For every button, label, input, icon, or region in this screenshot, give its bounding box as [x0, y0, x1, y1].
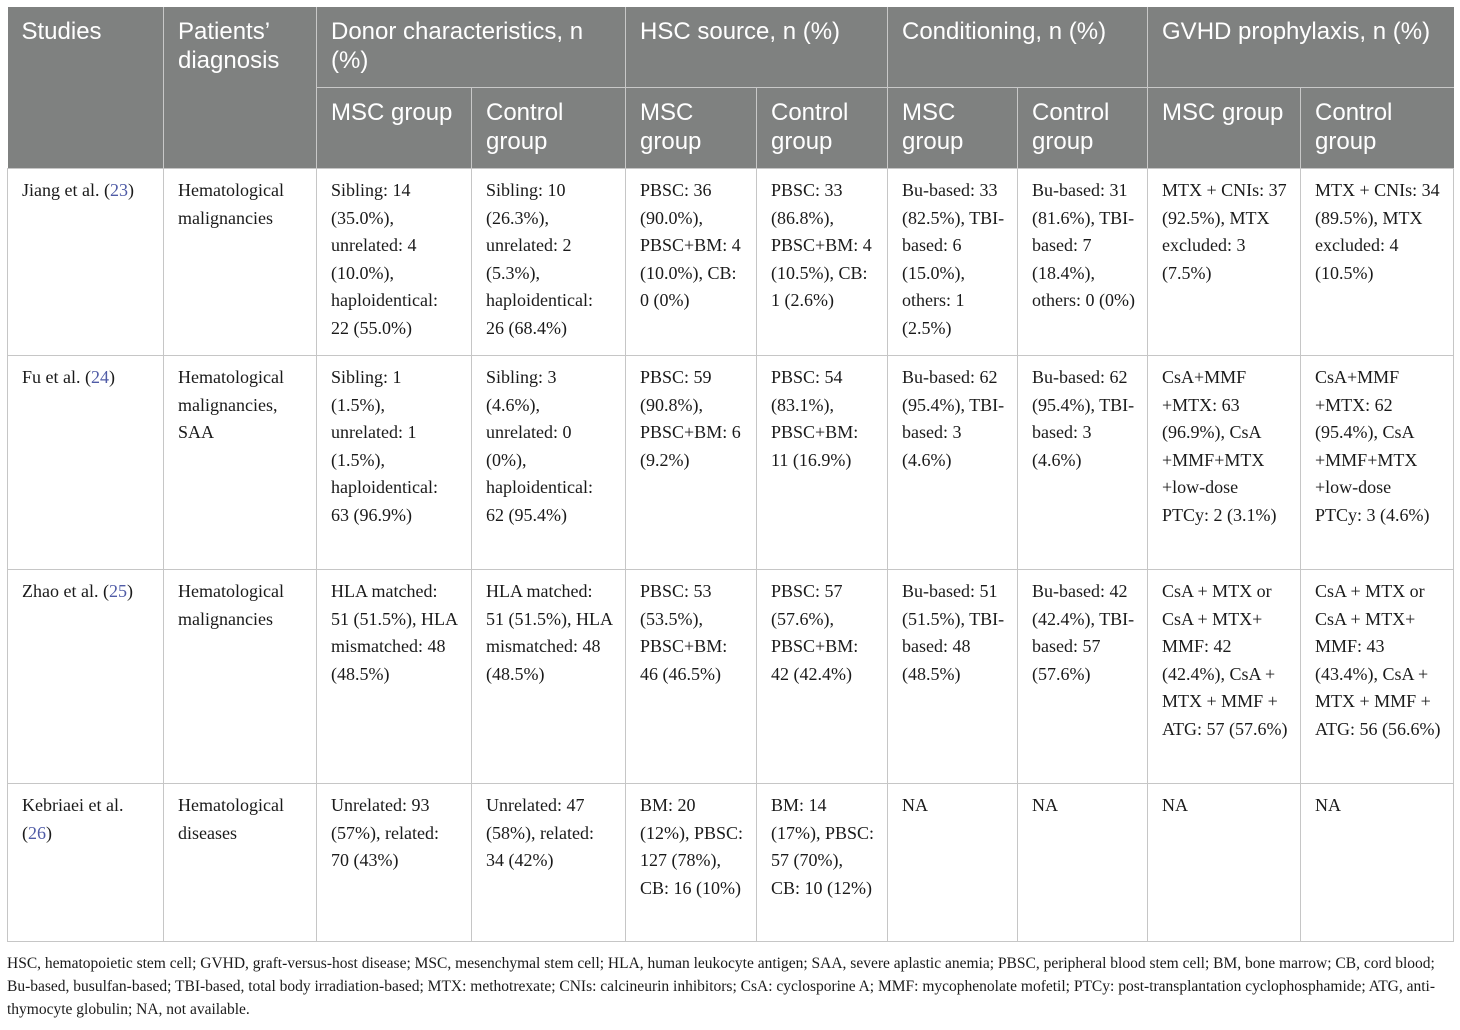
- cell-cond-control: Bu-based: 62 (95.4%), TBI-based: 3 (4.6%): [1018, 356, 1148, 570]
- cell-donor-control: HLA matched: 51 (51.5%), HLA mismatched: 48 (48.5%): [472, 570, 626, 784]
- cell-cond-msc: Bu-based: 51 (51.5%), TBI-based: 48 (48.5%): [888, 570, 1018, 784]
- header-cond-control: Control group: [1018, 88, 1148, 169]
- cell-study: Jiang et al. (23): [8, 169, 164, 356]
- header-row-top: [8, 7, 1454, 88]
- table-footnote: HSC, hematopoietic stem cell; GVHD, graft-versus-host disease; MSC, mesenchymal stem cell; HLA, human leukocyte antigen; SAA, severe aplastic anemia; PBSC, peripheral blood stem cell; BM, bone marrow; CB, cord blood; Bu-based, busulfan-based; TBI-based, total body irradiation-based; MTX: methotrexate; CNIs: calcineurin inhibitors; CsA: cyclosporine A; MMF: mycophenolate mofetil; PTCy: post-transplantation cyclophosphamide; ATG, anti-thymocyte globulin; NA, not available.: [7, 955, 1436, 1018]
- cell-donor-msc: Sibling: 1 (1.5%), unrelated: 1 (1.5%), haploidentical: 63 (96.9%): [317, 356, 472, 570]
- cell-diagnosis: Hematological malignancies: [164, 169, 317, 356]
- cell-gvhd-control: CsA + MTX or CsA + MTX+ MMF: 43 (43.4%), CsA + MTX + MMF + ATG: 56 (56.6%): [1301, 570, 1454, 784]
- cell-gvhd-control: MTX + CNIs: 34 (89.5%), MTX excluded: 4 (10.5%): [1301, 169, 1454, 356]
- cell-study: Zhao et al. (25): [8, 570, 164, 784]
- cell-cond-msc: Bu-based: 33 (82.5%), TBI-based: 6 (15.0%), others: 1 (2.5%): [888, 169, 1018, 356]
- cell-cond-msc: Bu-based: 62 (95.4%), TBI-based: 3 (4.6%): [888, 356, 1018, 570]
- cell-cond-control: Bu-based: 42 (42.4%), TBI-based: 57 (57.6%): [1018, 570, 1148, 784]
- table-container: [7, 7, 1453, 1021]
- cell-cond-control: Bu-based: 31 (81.6%), TBI-based: 7 (18.4%), others: 0 (0%): [1018, 169, 1148, 356]
- cell-diagnosis: Hematological malignancies, SAA: [164, 356, 317, 570]
- table-row: [8, 169, 1454, 356]
- cell-diagnosis: Hematological diseases: [164, 784, 317, 942]
- header-studies: Studies: [8, 7, 164, 169]
- study-name: Jiang et al.: [22, 180, 100, 200]
- cell-gvhd-msc: CsA+MMF +MTX: 63 (96.9%), CsA +MMF+MTX +low-dose PTCy: 2 (3.1%): [1148, 356, 1301, 570]
- header-gvhd-control: Control group: [1301, 88, 1454, 169]
- cell-donor-control: Sibling: 10 (26.3%), unrelated: 2 (5.3%), haploidentical: 26 (68.4%): [472, 169, 626, 356]
- cell-cond-control: NA: [1018, 784, 1148, 942]
- cell-donor-control: Unrelated: 47 (58%), related: 34 (42%): [472, 784, 626, 942]
- citation-link[interactable]: 25: [108, 581, 127, 601]
- cell-gvhd-msc: MTX + CNIs: 37 (92.5%), MTX excluded: 3 (7.5%): [1148, 169, 1301, 356]
- header-donor: Donor characteristics, n (%): [317, 7, 626, 88]
- header-cond-msc: MSC group: [888, 88, 1018, 169]
- study-characteristics-table: [7, 7, 1454, 942]
- cell-donor-control: Sibling: 3 (4.6%), unrelated: 0 (0%), haploidentical: 62 (95.4%): [472, 356, 626, 570]
- header-gvhd-msc: MSC group: [1148, 88, 1301, 169]
- cell-donor-msc: Sibling: 14 (35.0%), unrelated: 4 (10.0%), haploidentical: 22 (55.0%): [317, 169, 472, 356]
- cell-hsc-control: PBSC: 57 (57.6%), PBSC+BM: 42 (42.4%): [757, 570, 888, 784]
- cell-gvhd-msc: NA: [1148, 784, 1301, 942]
- citation-link[interactable]: 23: [109, 180, 128, 200]
- cell-hsc-msc: PBSC: 36 (90.0%), PBSC+BM: 4 (10.0%), CB: 0 (0%): [626, 169, 757, 356]
- citation-link[interactable]: 26: [28, 822, 46, 843]
- header-donor-control: Control group: [472, 88, 626, 169]
- cell-hsc-control: BM: 14 (17%), PBSC: 57 (70%), CB: 10 (12%): [757, 784, 888, 942]
- study-name: Zhao et al.: [22, 581, 99, 601]
- table-row: [8, 570, 1454, 784]
- study-name: Kebriaei et al.: [22, 795, 124, 815]
- study-name: Fu et al.: [22, 367, 81, 387]
- cell-study: Fu et al. (24): [8, 356, 164, 570]
- cell-donor-msc: HLA matched: 51 (51.5%), HLA mismatched: 48 (48.5%): [317, 570, 472, 784]
- citation-link[interactable]: 24: [91, 367, 109, 387]
- cell-hsc-control: PBSC: 33 (86.8%), PBSC+BM: 4 (10.5%), CB: 1 (2.6%): [757, 169, 888, 356]
- header-hsc-source: HSC source, n (%): [626, 7, 888, 88]
- cell-hsc-msc: PBSC: 59 (90.8%), PBSC+BM: 6 (9.2%): [626, 356, 757, 570]
- table-row: [8, 356, 1454, 570]
- header-gvhd-prophylaxis: GVHD prophylaxis, n (%): [1148, 7, 1454, 88]
- cell-gvhd-control: CsA+MMF +MTX: 62 (95.4%), CsA +MMF+MTX +low-dose PTCy: 3 (4.6%): [1301, 356, 1454, 570]
- header-conditioning: Conditioning, n (%): [888, 7, 1148, 88]
- cell-donor-msc: Unrelated: 93 (57%), related: 70 (43%): [317, 784, 472, 942]
- header-hsc-msc: MSC group: [626, 88, 757, 169]
- cell-diagnosis: Hematological malignancies: [164, 570, 317, 784]
- header-donor-msc: MSC group: [317, 88, 472, 169]
- cell-hsc-control: PBSC: 54 (83.1%), PBSC+BM: 11 (16.9%): [757, 356, 888, 570]
- cell-hsc-msc: PBSC: 53 (53.5%), PBSC+BM: 46 (46.5%): [626, 570, 757, 784]
- cell-cond-msc: NA: [888, 784, 1018, 942]
- cell-gvhd-msc: CsA + MTX or CsA + MTX+ MMF: 42 (42.4%), CsA + MTX + MMF + ATG: 57 (57.6%): [1148, 570, 1301, 784]
- cell-gvhd-control: NA: [1301, 784, 1454, 942]
- cell-hsc-msc: BM: 20 (12%), PBSC: 127 (78%), CB: 16 (10%): [626, 784, 757, 942]
- table-row: [8, 784, 1454, 942]
- cell-study: Kebriaei et al. (26): [8, 784, 164, 942]
- header-diagnosis: Patients’ diagnosis: [164, 7, 317, 169]
- header-hsc-control: Control group: [757, 88, 888, 169]
